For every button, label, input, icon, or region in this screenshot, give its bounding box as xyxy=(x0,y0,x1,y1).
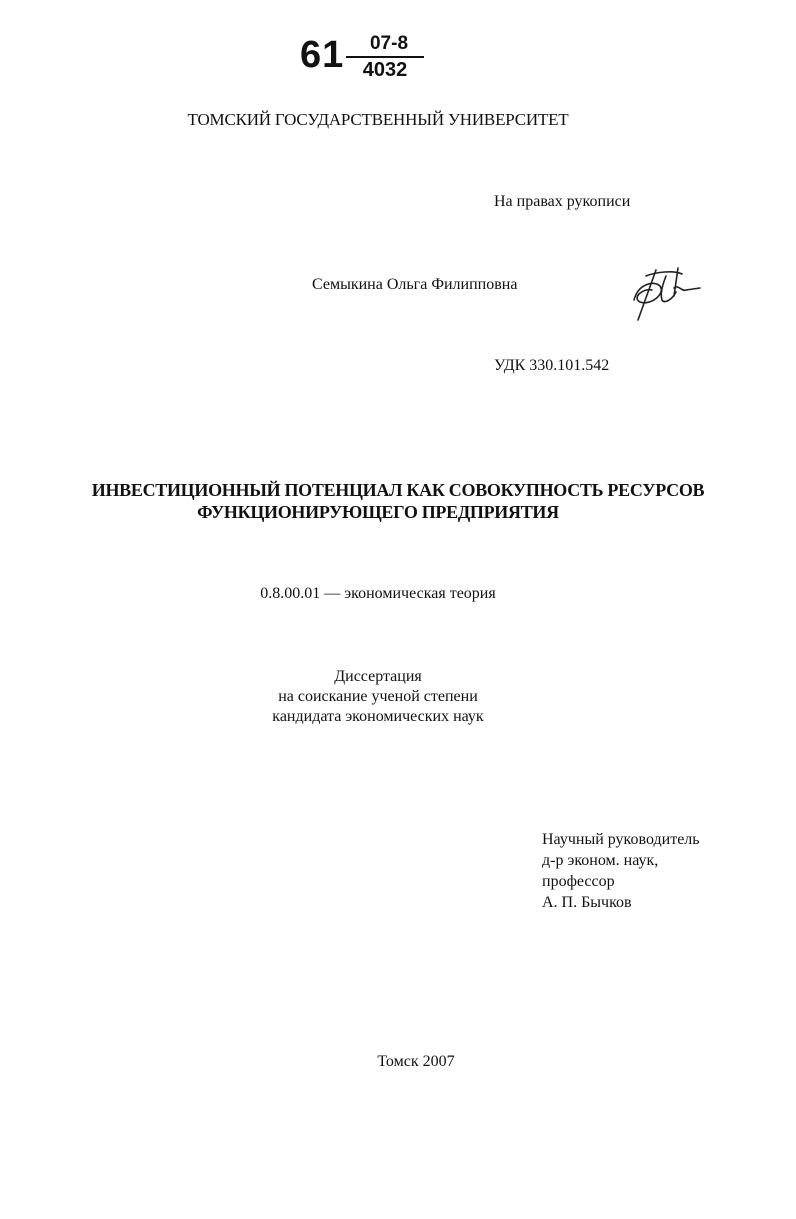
degree-line-2: кандидата экономических наук xyxy=(272,708,484,725)
archive-stamp-number: 61 xyxy=(300,34,345,76)
manuscript-rights-note: На правах рукописи xyxy=(494,193,631,210)
archive-stamp-fraction xyxy=(346,34,424,80)
archive-stamp-numerator: 07-8 xyxy=(369,33,409,54)
degree-line-1: на соискание ученой степени xyxy=(278,688,478,705)
supervisor-degree: д-р эконом. наук, xyxy=(542,852,659,869)
document-type: Диссертация xyxy=(334,668,422,685)
dissertation-title-line-1: ИНВЕСТИЦИОННЫЙ ПОТЕНЦИАЛ КАК СОВОКУПНОСТЬ РЕСУРСОВ xyxy=(91,480,705,500)
author-name: Семыкина Ольга Филипповна xyxy=(312,276,518,293)
university-name: ТОМСКИЙ ГОСУДАРСТВЕННЫЙ УНИВЕРСИТЕТ xyxy=(187,110,569,129)
city-year: Томск 2007 xyxy=(377,1053,455,1070)
signature-icon xyxy=(616,262,702,322)
supervisor-block xyxy=(542,829,700,913)
supervisor-title: профессор xyxy=(542,873,615,890)
dissertation-title-line-2: ФУНКЦИОНИРУЮЩЕГО ПРЕДПРИЯТИЯ xyxy=(197,502,559,522)
archive-stamp-fraction-bar xyxy=(346,56,424,58)
supervisor-name: А. П. Бычков xyxy=(542,894,632,911)
udc-code: УДК 330.101.542 xyxy=(494,357,610,374)
specialty-code: 0.8.00.01 — экономическая теория xyxy=(260,585,496,602)
archive-stamp-denominator: 4032 xyxy=(362,59,408,81)
supervisor-role: Научный руководитель xyxy=(542,831,700,848)
